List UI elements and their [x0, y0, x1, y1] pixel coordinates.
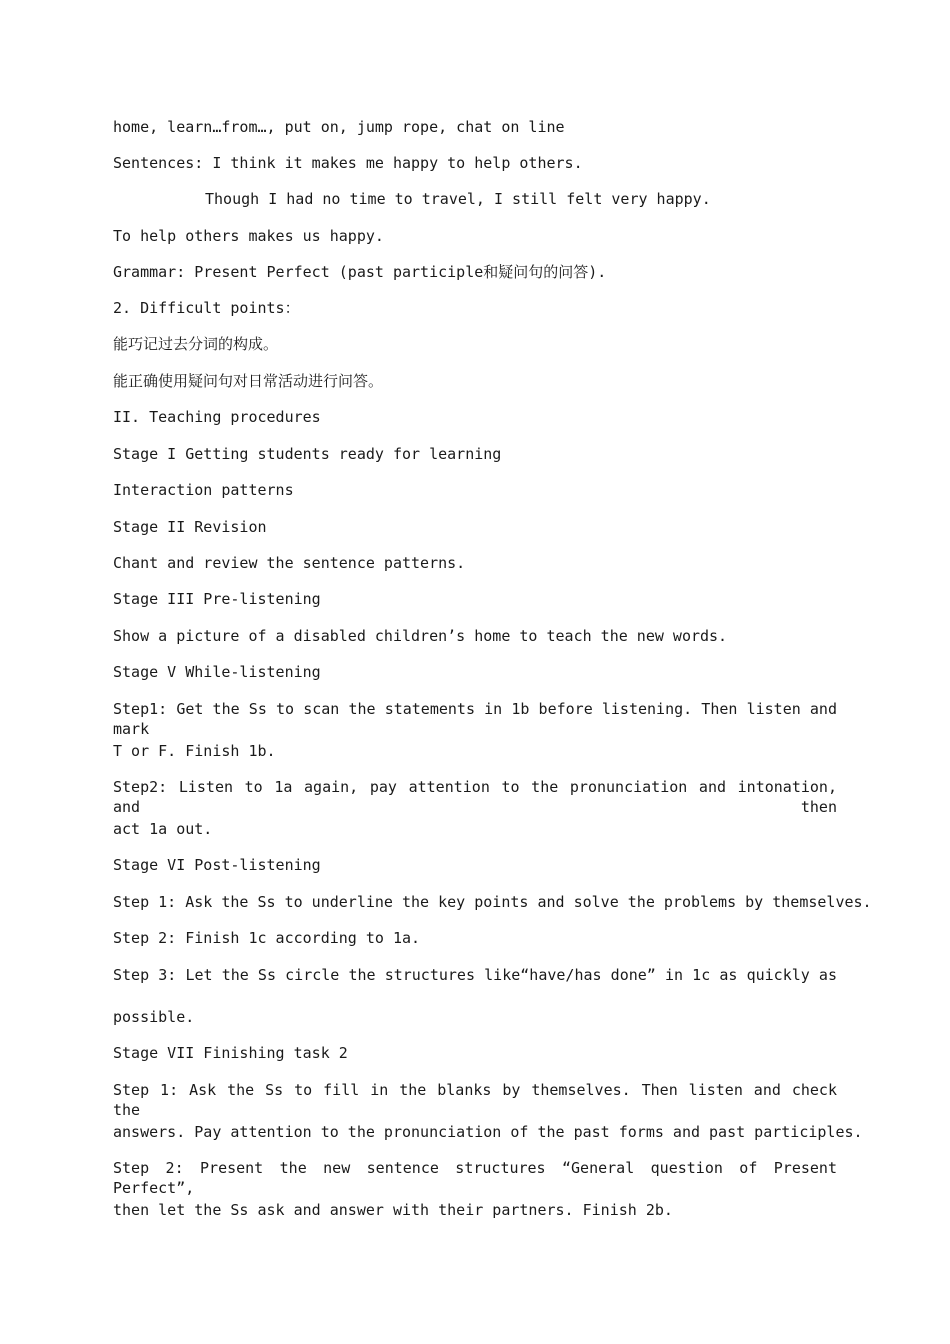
stage-heading: Stage I Getting students ready for learning	[113, 445, 502, 463]
stage-heading: Stage V While-listening	[113, 663, 321, 681]
paragraph-line: Interaction patterns	[113, 481, 294, 499]
paragraph-line: 能正确使用疑问句对日常活动进行问答。	[113, 372, 384, 390]
paragraph-line: 能巧记过去分词的构成。	[113, 335, 279, 353]
step-line: Step 1: Ask the Ss to underline the key points and solve the problems by themselves.	[113, 893, 872, 911]
step-line: Step 1: Ask the Ss to fill in the blanks by themselves. Then listen and check the	[113, 1081, 837, 1119]
stage-heading: Stage II Revision	[113, 518, 267, 536]
step-line: T or F. Finish 1b.	[113, 742, 276, 760]
sentence-example: To help others makes us happy.	[113, 227, 384, 245]
section-heading: 2. Difficult points：	[113, 299, 300, 317]
step-line: answers. Pay attention to the pronunciation of the past forms and past participles.	[113, 1123, 863, 1141]
paragraph-line: Chant and review the sentence patterns.	[113, 554, 466, 572]
step-line: Step 3: Let the Ss circle the structures like“have/has done” in 1c as quickly as	[113, 966, 837, 984]
step-line: Step 2: Finish 1c according to 1a.	[113, 929, 421, 947]
step-line: Step1: Get the Ss to scan the statements in 1b before listening. Then listen and mark	[113, 700, 837, 738]
vocabulary-line: home, learn…from…, put on, jump rope, chat on line	[113, 118, 565, 136]
sentence-example: Though I had no time to travel, I still felt very happy.	[205, 190, 711, 208]
stage-heading: Stage VI Post-listening	[113, 856, 321, 874]
stage-heading: Stage III Pre-listening	[113, 590, 321, 608]
paragraph-line: Show a picture of a disabled children’s home to teach the new words.	[113, 627, 728, 645]
stage-heading: Stage VII Finishing task 2	[113, 1044, 348, 1062]
grammar-line: Grammar: Present Perfect (past participle和疑问句的问答).	[113, 263, 607, 281]
step-line: then let the Ss ask and answer with their partners. Finish 2b.	[113, 1201, 673, 1219]
step-line: act 1a out.	[113, 820, 213, 838]
step-line: Step2: Listen to 1a again, pay attention to the pronunciation and intonation, and then	[113, 778, 837, 816]
step-line: Step 2: Present the new sentence structures “General question of Present Perfect”,	[113, 1159, 837, 1197]
sentences-line: Sentences: I think it makes me happy to help others.	[113, 154, 583, 172]
section-heading: II. Teaching procedures	[113, 408, 321, 426]
step-line: possible.	[113, 1008, 195, 1026]
